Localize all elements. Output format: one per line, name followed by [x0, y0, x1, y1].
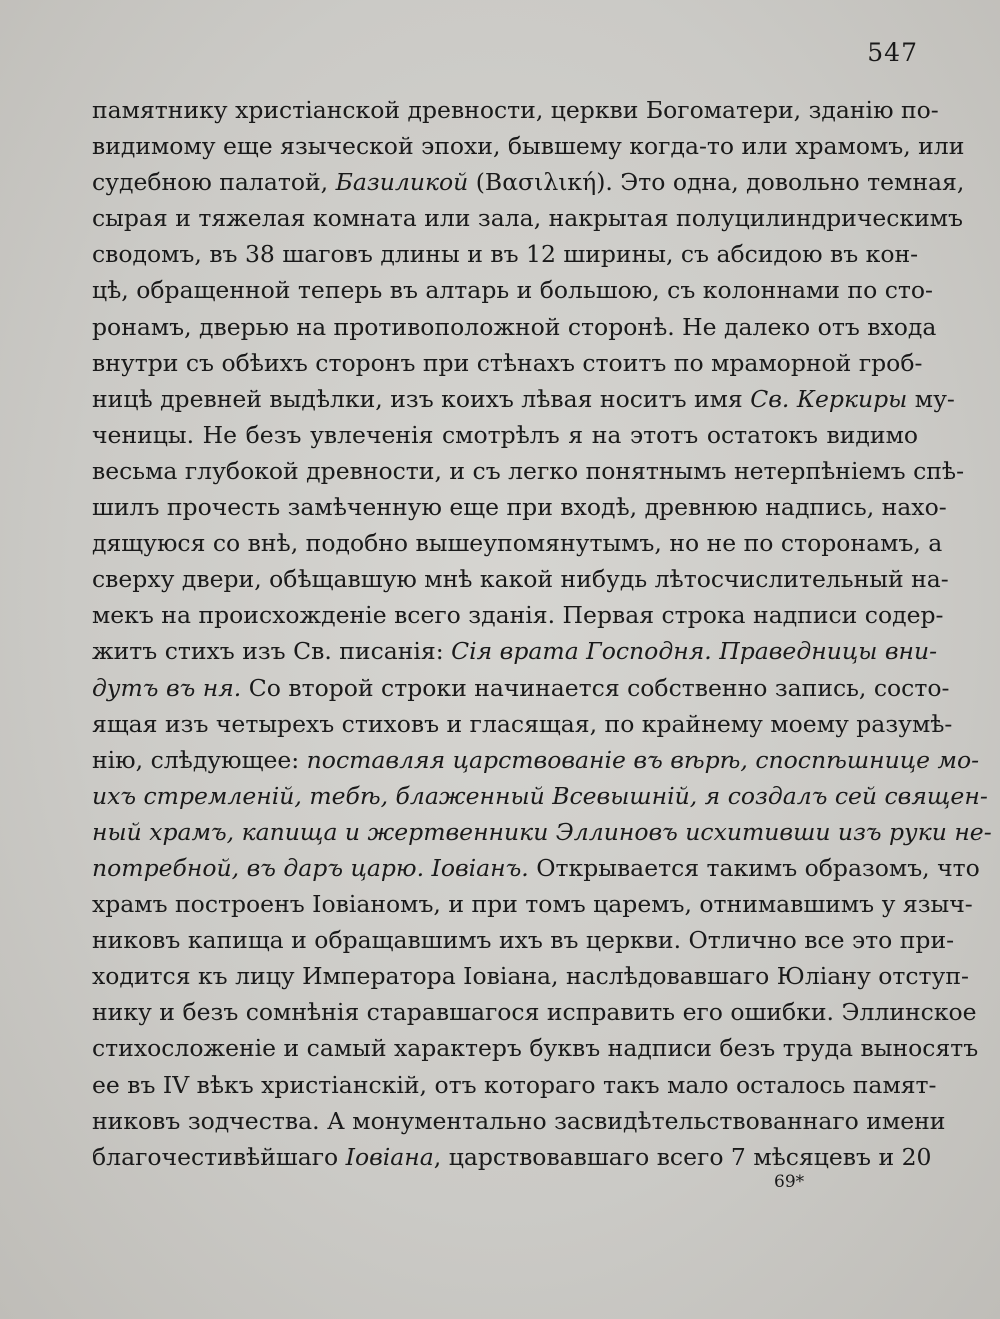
text-segment: цѣ, обращенной теперь въ алтарь и большою, съ колоннами по сто-: [92, 276, 933, 305]
text-line: [92, 994, 977, 1030]
text-segment: му-: [907, 384, 955, 413]
text-line: [92, 1103, 946, 1139]
text-segment: нію, слѣдующее:: [92, 745, 307, 774]
text-line: [92, 922, 955, 958]
text-segment: видимому еще языческой эпохи, бывшему когда-то или храмомъ, или: [92, 132, 965, 161]
text-segment: Открывается такимъ образомъ, что: [528, 853, 980, 882]
text-segment: дящуюся со внѣ, подобно вышеупомянутымъ, но не по сторонамъ, а: [92, 529, 943, 558]
text-line: [92, 236, 918, 272]
italic-text-segment: Іовіана: [345, 1142, 434, 1171]
text-line: [92, 345, 923, 381]
text-line: [92, 814, 992, 850]
text-segment: (Βασιλική). Это одна, довольно темная,: [468, 168, 965, 197]
text-segment: сверху двери, обѣщавшую мнѣ какой нибудь лѣтосчислительный на-: [92, 565, 949, 594]
text-line: [92, 778, 988, 814]
text-line: [92, 742, 980, 778]
text-line: [92, 417, 918, 453]
text-line: [92, 1139, 932, 1175]
text-line: [92, 706, 953, 742]
text-line: [92, 633, 938, 669]
text-segment: судебною палатой,: [92, 168, 336, 197]
text-line: [92, 128, 965, 164]
text-line: [92, 597, 944, 633]
text-segment: ницѣ древней выдѣлки, изъ коихъ лѣвая носитъ имя: [92, 384, 751, 413]
italic-text-segment: потребной, въ даръ царю. Іовіанъ.: [92, 853, 529, 882]
text-line: [92, 200, 964, 236]
body-text: [92, 92, 992, 1175]
text-segment: никовъ зодчества. А монументально засвидѣтельствованнаго имени: [92, 1106, 946, 1135]
text-line: [92, 670, 950, 706]
italic-text-segment: Базиликой: [335, 168, 469, 197]
text-segment: памятнику христіанской древности, церкви Богоматери, зданію по-: [92, 96, 939, 124]
text-segment: храмъ построенъ Іовіаномъ, и при томъ царемъ, отнимавшимъ у языч-: [92, 890, 973, 919]
text-line: [92, 453, 965, 489]
italic-text-segment: Сія врата Господня. Праведницы вни-: [451, 637, 938, 666]
italic-text-segment: ный храмъ, капища и жертвенники Эллиновъ исхитивши изъ руки не-: [92, 817, 992, 846]
text-segment: внутри съ обѣихъ сторонъ при стѣнахъ стоитъ по мраморной гроб-: [92, 348, 923, 377]
text-segment: мекъ на происхожденіе всего зданія. Первая строка надписи содер-: [92, 601, 944, 630]
text-segment: благочестивѣйшаго: [92, 1142, 346, 1171]
text-line: [92, 561, 949, 597]
printer-signature-mark: 69*: [774, 1172, 805, 1192]
italic-text-segment: дутъ въ ня.: [92, 673, 242, 702]
text-segment: Со второй строки начинается собственно запись, состо-: [241, 673, 950, 702]
text-segment: ченицы. Не безъ увлеченія смотрѣлъ я на этотъ остатокъ видимо: [92, 420, 918, 449]
text-segment: сырая и тяжелая комната или зала, накрытая полуцилиндрическимъ: [92, 204, 964, 233]
text-segment: стихосложеніе и самый характеръ буквъ надписи безъ труда выносятъ: [92, 1034, 979, 1063]
page-number: 547: [867, 38, 918, 67]
text-segment: шилъ прочесть замѣченную еще при входѣ, древнюю надпись, нахо-: [92, 493, 947, 522]
text-segment: ящая изъ четырехъ стиховъ и гласящая, по крайнему моему разумѣ-: [92, 709, 953, 738]
text-line: [92, 272, 933, 308]
text-line: [92, 525, 943, 561]
text-line: [92, 164, 965, 200]
text-segment: ее въ IV вѣкъ христіанскій, отъ котораго такъ мало осталось памят-: [92, 1070, 937, 1099]
text-line: [92, 886, 973, 922]
text-segment: сводомъ, въ 38 шаговъ длины и въ 12 ширины, съ абсидою въ кон-: [92, 240, 919, 269]
text-line: [92, 309, 937, 345]
text-line: [92, 489, 947, 525]
italic-text-segment: Св. Керкиры: [750, 384, 908, 413]
italic-text-segment: ихъ стремленій, тебѣ, блаженный Всевышній, я создалъ сей священ-: [92, 781, 988, 810]
text-segment: весьма глубокой древности, и съ легко понятнымъ нетерпѣніемъ спѣ-: [92, 456, 965, 485]
text-segment: нику и безъ сомнѣнія старавшагося исправить его ошибки. Эллинское: [92, 998, 977, 1027]
text-segment: , царствовавшаго всего 7 мѣсяцевъ и 20: [433, 1142, 932, 1171]
text-line: [92, 958, 969, 994]
text-line: [92, 850, 980, 886]
text-line: [92, 381, 955, 417]
text-line: [92, 92, 939, 128]
text-line: [92, 1030, 979, 1066]
italic-text-segment: поставляя царствованіе въ вѣрѣ, споспѣшнице мо-: [306, 745, 980, 774]
text-segment: ходится къ лицу Императора Іовіана, наслѣдовавшаго Юліану отступ-: [92, 962, 969, 991]
text-segment: ронамъ, дверью на противоположной сторонѣ. Не далеко отъ входа: [92, 312, 937, 341]
text-segment: житъ стихъ изъ Св. писанія:: [92, 637, 452, 666]
text-segment: никовъ капища и обращавшимъ ихъ въ церкви. Отлично все это при-: [92, 926, 955, 955]
text-line: [92, 1067, 937, 1103]
